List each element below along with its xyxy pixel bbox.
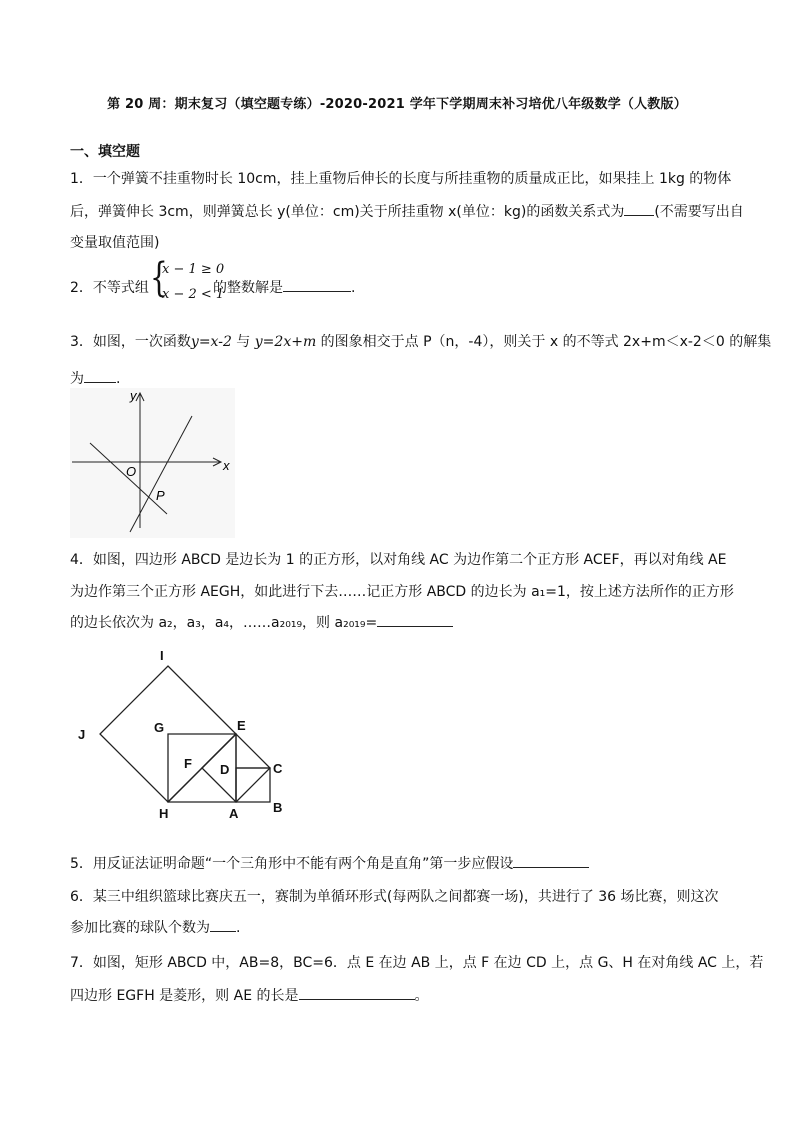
page-title: 第 20 周：期末复习（填空题专练）-2020-2021 学年下学期周末补习培优八年级数学（人教版） xyxy=(107,97,687,112)
q4-figure xyxy=(70,640,300,825)
q3-function-2: y=2x+m xyxy=(254,334,317,350)
q1-line1: 1．一个弹簧不挂重物时长 10cm，挂上重物后伸长的长度与所挂重物的质量成正比，如果挂上 1kg 的物体 xyxy=(70,171,732,187)
q7-line2-text: 四边形 EGFH 是菱形，则 AE 的长是 xyxy=(70,988,299,1004)
q6-line2 xyxy=(70,917,240,937)
section-heading: 一、填空题 xyxy=(70,144,140,160)
q1-answer-blank[interactable] xyxy=(624,201,654,216)
q6-line1: 6．某三中组织篮球比赛庆五一，赛制为单循环形式(每两队之间都赛一场)，共进行了 36 场比赛，则这次 xyxy=(70,889,719,905)
label-d: D xyxy=(220,762,230,777)
label-e: E xyxy=(237,718,246,733)
label-i: I xyxy=(160,648,164,663)
q3-figure xyxy=(70,388,235,538)
q2-suffix-text: 的整数解是 xyxy=(213,280,283,296)
q2-brace: { xyxy=(150,255,168,301)
q2-suffix xyxy=(213,277,355,297)
label-f: F xyxy=(184,756,192,771)
q3-line2 xyxy=(70,368,120,388)
q4-line1: 4．如图，四边形 ABCD 是边长为 1 的正方形，以对角线 AC 为边作第二个正方形 ACEF，再以对角线 AE xyxy=(70,552,727,568)
q1-line2-tail: (不需要写出自 xyxy=(654,204,744,220)
q1-line3: 变量取值范围) xyxy=(70,235,160,251)
q3-figure-bg xyxy=(70,388,235,538)
y-axis-label: y xyxy=(130,388,137,403)
q6-line2-end: . xyxy=(236,920,241,936)
q7-line1: 7．如图，矩形 ABCD 中，AB=8，BC=6．点 E 在边 AB 上，点 F 在边 CD 上，点 G、H 在对角线 AC 上，若 xyxy=(70,955,764,971)
q3-and: 与 xyxy=(231,334,255,350)
q3-line2-text: 为 xyxy=(70,371,84,387)
q7-answer-blank[interactable] xyxy=(299,985,415,1000)
label-c: C xyxy=(273,761,283,776)
q4-line3-text: 的边长依次为 a₂，a₃，a₄，……a₂₀₁₉，则 a₂₀₁₉= xyxy=(70,615,378,631)
label-a: A xyxy=(229,806,239,821)
q4-line2: 为边作第三个正方形 AEGH，如此进行下去……记正方形 ABCD 的边长为 a₁=1，按上述方法所作的正方形 xyxy=(70,584,734,600)
label-j: J xyxy=(78,727,86,742)
q6-answer-blank[interactable] xyxy=(210,917,236,932)
q4-answer-blank[interactable] xyxy=(377,612,453,627)
q4-line3 xyxy=(70,612,453,632)
q7-line2 xyxy=(70,985,429,1005)
q7-line2-end: 。 xyxy=(414,988,429,1004)
q3-line2-end: . xyxy=(116,371,121,387)
label-h: H xyxy=(159,806,169,821)
q3-line1 xyxy=(70,331,771,351)
q5-line xyxy=(70,853,589,873)
label-b: B xyxy=(273,800,283,815)
q5-text: 5．用反证法证明命题“一个三角形中不能有两个角是直角”第一步应假设 xyxy=(70,856,514,872)
q2-inequality-1: x − 1 ≥ 0 xyxy=(162,262,225,277)
q3-answer-blank[interactable] xyxy=(84,368,116,383)
q5-answer-blank[interactable] xyxy=(513,853,589,868)
q3-text-b: 的图象相交于点 P（n，-4），则关于 x 的不等式 2x+m＜x-2＜0 的解集 xyxy=(316,334,772,350)
point-p-label: P xyxy=(156,488,165,503)
label-g: G xyxy=(154,720,165,735)
q1-line2 xyxy=(70,201,744,221)
q2-end: . xyxy=(351,280,356,296)
q1-line2-text: 后，弹簧伸长 3cm，则弹簧总长 y(单位：cm)关于所挂重物 x(单位：kg)的函数关系式为 xyxy=(70,204,625,220)
q3-text-a: 3．如图，一次函数 xyxy=(70,334,191,350)
q2-prefix: 2．不等式组 xyxy=(70,280,149,296)
origin-label: O xyxy=(126,464,137,479)
q3-function-1: y=x-2 xyxy=(190,334,232,350)
x-axis-label: x xyxy=(223,458,230,473)
q2-inequality-2: x − 2 < 1 xyxy=(162,287,225,302)
q6-line2-text: 参加比赛的球队个数为 xyxy=(70,920,210,936)
q2-answer-blank[interactable] xyxy=(283,277,351,292)
